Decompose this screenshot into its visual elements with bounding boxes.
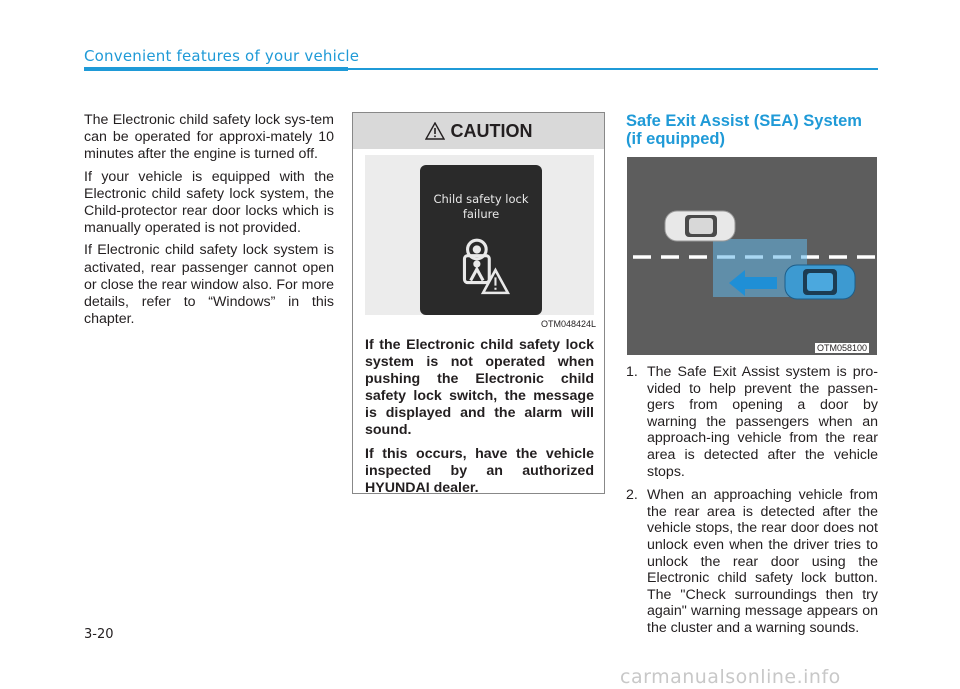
section-title: Convenient features of your vehicle	[84, 47, 360, 65]
list-item	[626, 487, 878, 636]
warning-triangle-icon	[425, 122, 445, 140]
sea-heading	[626, 112, 886, 148]
header-rule-thick	[84, 67, 348, 71]
paragraph: If the Electronic child safety lock system is not operated when pushing the Electronic child safety lock switch, the message is displayed and the alarm will sound.	[365, 337, 594, 438]
heading-line: Safe Exit Assist (SEA) System	[626, 112, 862, 130]
paragraph: The Electronic child safety lock sys-tem can be operated for approxi-mately 10 minutes after the engine is turned off.	[84, 112, 334, 163]
page-number: 3-20	[84, 627, 114, 642]
list-item	[626, 364, 878, 480]
cluster-message-line: failure	[462, 207, 500, 221]
list-number: 2.	[626, 487, 638, 504]
caution-box	[352, 112, 605, 494]
parked-car-icon	[665, 211, 735, 241]
sea-list	[626, 364, 878, 644]
cluster-message-image	[365, 155, 597, 329]
image-code: OTM058100	[817, 343, 868, 353]
cluster-screen	[420, 165, 542, 315]
list-text: When an approaching vehicle from the rear area is detected after the vehicle stops, the rear door does not unlock even when the driver tries to unlock the rear door using the Electronic child safety lock button. The "Check surroundings then try again" warning message appears on the cluster and a warning sounds.	[647, 487, 878, 636]
caution-header	[353, 113, 604, 149]
heading-line: (if equipped)	[626, 130, 725, 148]
list-text: The Safe Exit Assist system is pro-vided to help prevent the passen-gers from opening a door by warning the passengers when an approach-ing vehicle from the rear area is detected after the vehicle stops.	[647, 364, 878, 480]
paragraph: If Electronic child safety lock system is activated, rear passenger cannot open or close the rear window also. For more details, refer to “Windows” in this chapter.	[84, 242, 334, 328]
caution-text	[365, 337, 594, 504]
road-diagram	[627, 157, 877, 355]
caution-heading: CAUTION	[450, 120, 533, 141]
list-number: 1.	[626, 364, 638, 380]
paragraph: If this occurs, have the vehicle inspected by an authorized HYUNDAI dealer.	[365, 446, 594, 496]
sea-illustration	[627, 157, 877, 355]
watermark: carmanualsonline.info	[620, 666, 841, 688]
left-column	[84, 112, 334, 333]
approaching-car-icon	[785, 265, 855, 299]
child-lock-icon	[450, 235, 512, 297]
paragraph: If your vehicle is equipped with the Electronic child safety lock system, the Child-protector rear door locks which is manually operated is not provided.	[84, 168, 334, 237]
image-code: OTM048424L	[541, 319, 597, 329]
header-rule-thin	[348, 68, 878, 70]
cluster-message	[420, 192, 542, 222]
cluster-message-line: Child safety lock	[433, 192, 529, 206]
